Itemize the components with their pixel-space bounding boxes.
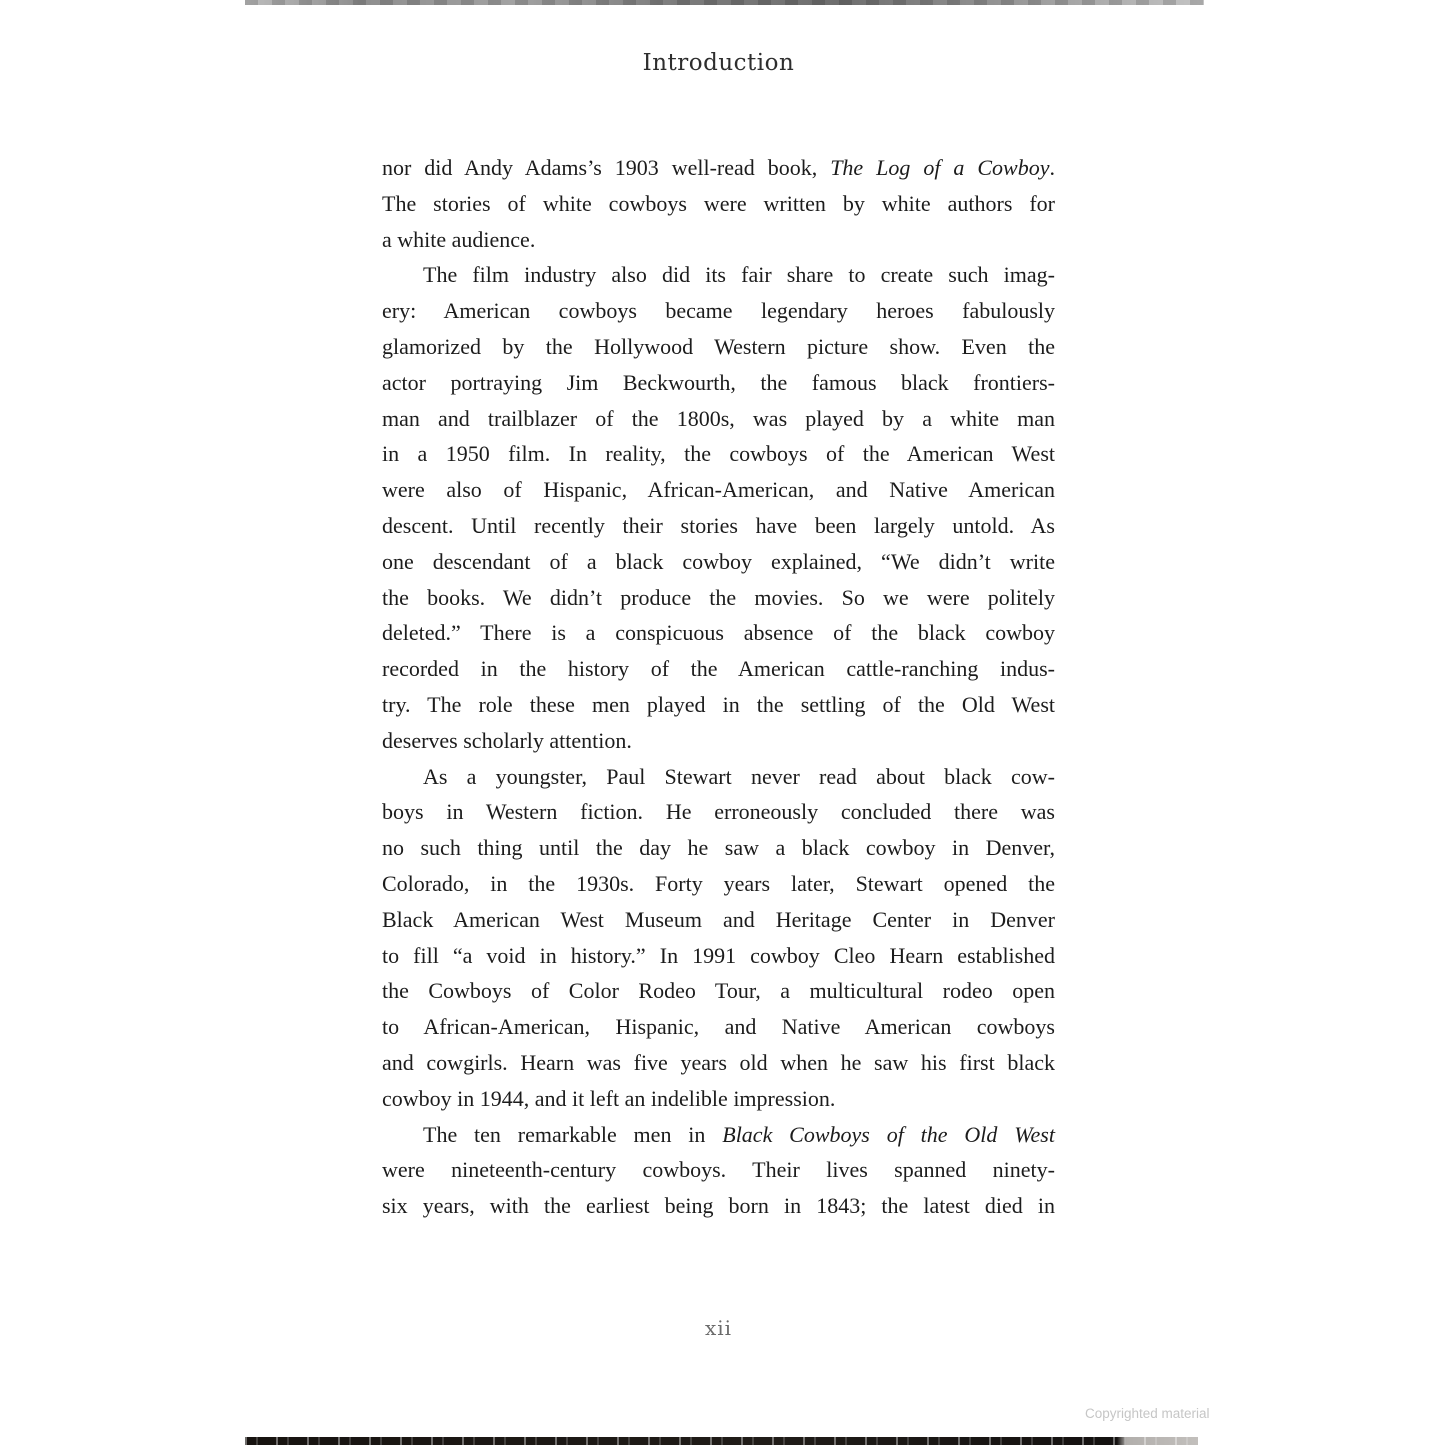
text-line (382, 365, 1055, 401)
text-line (382, 1117, 1055, 1153)
text-line (382, 1045, 1055, 1081)
text-line (382, 186, 1055, 222)
scan-edge-artifact-bottom (245, 1437, 1198, 1445)
text-line (382, 472, 1055, 508)
italic-book-title: The Log of a Cowboy (830, 155, 1050, 180)
text-segment: boys in Western fiction. He erroneously concluded there was (382, 799, 1055, 825)
text-segment: The stories of white cowboys were written by white authors for (382, 190, 1055, 216)
text-segment: try. The role these men played in the settling of the Old West (382, 691, 1055, 717)
text-segment: six years, with the earliest being born in 1843; the latest died in (382, 1193, 1055, 1219)
text-line (382, 329, 1055, 365)
text-line (382, 544, 1055, 580)
text-line (382, 508, 1055, 544)
text-line (382, 973, 1055, 1009)
text-segment: nor did Andy Adams’s 1903 well-read book, (382, 155, 831, 180)
text-line (382, 651, 1055, 687)
text-line (382, 222, 1055, 258)
text-segment: one descendant of a black cowboy explained, “We didn’t write (382, 548, 1055, 574)
text-segment: deserves scholarly attention. (382, 727, 632, 753)
text-line (382, 687, 1055, 723)
text-block (382, 150, 1055, 1224)
text-line (382, 866, 1055, 902)
text-segment: the Cowboys of Color Rodeo Tour, a multicultural rodeo open (382, 978, 1055, 1004)
text-segment: a white audience. (382, 226, 536, 252)
text-segment: Black American West Museum and Heritage Center in Denver (382, 906, 1055, 932)
text-line (382, 1188, 1055, 1224)
text-segment: no such thing until the day he saw a black cowboy in Denver, (382, 835, 1055, 861)
scan-edge-artifact-top (245, 0, 1204, 5)
page-number: xii (704, 1316, 733, 1340)
text-segment: Colorado, in the 1930s. Forty years later, Stewart opened the (382, 870, 1055, 896)
copyright-watermark: Copyrighted material (1085, 1406, 1210, 1421)
italic-book-title: Black Cowboys of the Old West (722, 1121, 1055, 1147)
text-line (382, 150, 1055, 186)
running-head: Introduction (642, 50, 795, 76)
text-segment: ery: American cowboys became legendary heroes fabulously (382, 298, 1055, 324)
text-line (382, 1009, 1055, 1045)
text-segment: As a youngster, Paul Stewart never read about black cow- (423, 763, 1055, 789)
text-segment: deleted.” There is a conspicuous absence of the black cowboy (382, 620, 1055, 646)
text-line (382, 1152, 1055, 1188)
text-segment: The film industry also did its fair share to create such imag- (423, 262, 1055, 288)
text-segment: . (1049, 155, 1055, 180)
text-line (382, 902, 1055, 938)
text-line (382, 1081, 1055, 1117)
text-line (382, 436, 1055, 472)
text-line (382, 830, 1055, 866)
text-segment: and cowgirls. Hearn was five years old when he saw his first black (382, 1049, 1055, 1075)
text-line (382, 759, 1055, 795)
text-line (382, 723, 1055, 759)
text-line (382, 615, 1055, 651)
text-segment: actor portraying Jim Beckwourth, the famous black frontiers- (382, 369, 1055, 395)
text-line (382, 257, 1055, 293)
text-line (382, 938, 1055, 974)
text-segment: to fill “a void in history.” In 1991 cowboy Cleo Hearn established (382, 942, 1055, 968)
text-line (382, 293, 1055, 329)
text-segment: man and trailblazer of the 1800s, was played by a white man (382, 405, 1055, 431)
text-segment: The ten remarkable men in (423, 1121, 723, 1147)
text-segment: to African-American, Hispanic, and Native American cowboys (382, 1014, 1055, 1040)
text-segment: in a 1950 film. In reality, the cowboys of the American West (382, 441, 1055, 467)
text-line (382, 794, 1055, 830)
text-segment: were nineteenth-century cowboys. Their lives spanned ninety- (382, 1157, 1055, 1183)
text-line (382, 580, 1055, 616)
text-segment: glamorized by the Hollywood Western picture show. Even the (382, 333, 1055, 359)
text-segment: recorded in the history of the American cattle-ranching indus- (382, 656, 1055, 682)
text-segment: were also of Hispanic, African-American, and Native American (382, 477, 1055, 503)
text-segment: cowboy in 1944, and it left an indelible impression. (382, 1085, 836, 1111)
text-line (382, 401, 1055, 437)
text-segment: the books. We didn’t produce the movies. So we were politely (382, 584, 1055, 610)
text-segment: descent. Until recently their stories have been largely untold. As (382, 512, 1055, 538)
